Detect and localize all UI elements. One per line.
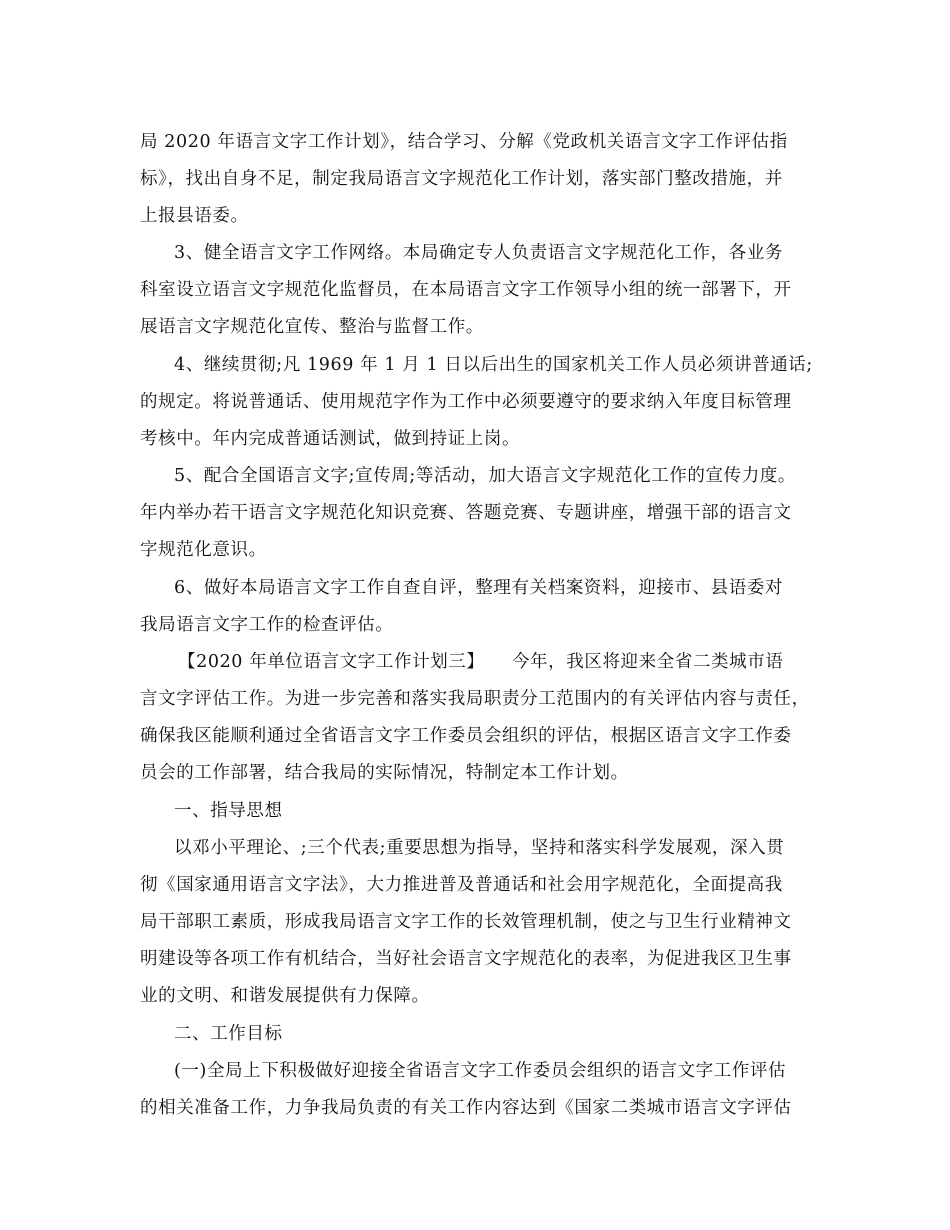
section-heading: 一、指导思想	[174, 801, 283, 821]
text-line: 上报县语委。	[140, 206, 249, 226]
text-line: 标》，找出自身不足，制定我局语言文字规范化工作计划，落实部门整改措施，并	[140, 169, 783, 189]
text-line: 业的文明、和谐发展提供有力保障。	[140, 986, 430, 1006]
section-heading: 二、工作目标	[174, 1024, 283, 1044]
text-line: 以邓小平理论、;三个代表;重要思想为指导，坚持和落实科学发展观，深入贯	[174, 838, 785, 858]
text-line: 年内举办若干语言文字规范化知识竞赛、答题竞赛、专题讲座，增强干部的语言文	[140, 503, 792, 523]
text-line: 考核中。年内完成普通话测试，做到持证上岗。	[140, 429, 521, 449]
text-line: 4、继续贯彻;凡 1969 年 1 月 1 日以后出生的国家机关工作人员必须讲普通话;	[174, 355, 813, 375]
text-line: 我局语言文字工作的检查评估。	[140, 615, 394, 635]
text-line: 彻《国家通用语言文字法》，大力推进普及普通话和社会用字规范化，全面提高我	[140, 875, 783, 895]
text-line: 5、配合全国语言文字;宣传周;等活动，加大语言文字规范化工作的宣传力度。	[174, 466, 797, 486]
text-line: 的相关准备工作，力争我局负责的有关工作内容达到《国家二类城市语言文字评估	[140, 1098, 792, 1118]
text-line: 确保我区能顺利通过全省语言文字工作委员会组织的评估，根据区语言文字工作委	[140, 726, 792, 746]
text-line: 科室设立语言文字规范化监督员，在本局语言文字工作领导小组的统一部署下，开	[140, 280, 792, 300]
text-line: (一)全局上下积极做好迎接全省语言文字工作委员会组织的语言文字工作评估	[174, 1061, 787, 1081]
text-line: 6、做好本局语言文字工作自查自评，整理有关档案资料，迎接市、县语委对	[174, 578, 784, 598]
section-heading: 【2020 年单位语言文字工作计划三】 今年，我区将迎来全省二类城市语	[178, 652, 784, 672]
text-line: 的规定。将说普通话、使用规范字作为工作中必须要遵守的要求纳入年度目标管理	[140, 392, 792, 412]
text-line: 局 2020 年语言文字工作计划》，结合学习、分解《党政机关语言文字工作评估指	[140, 132, 788, 152]
text-line: 3、健全语言文字工作网络。本局确定专人负责语言文字规范化工作，各业务	[174, 243, 784, 263]
text-line: 言文字评估工作。为进一步完善和落实我局职责分工范围内的有关评估内容与责任，	[140, 689, 810, 709]
text-line: 局干部职工素质，形成我局语言文字工作的长效管理机制，使之与卫生行业精神文	[140, 912, 792, 932]
text-line: 明建设等各项工作有机结合，当好社会语言文字规范化的表率，为促进我区卫生事	[140, 949, 792, 969]
text-line: 展语言文字规范化宣传、整治与监督工作。	[140, 317, 484, 337]
text-line: 员会的工作部署，结合我局的实际情况，特制定本工作计划。	[140, 763, 629, 783]
text-line: 字规范化意识。	[140, 540, 267, 560]
